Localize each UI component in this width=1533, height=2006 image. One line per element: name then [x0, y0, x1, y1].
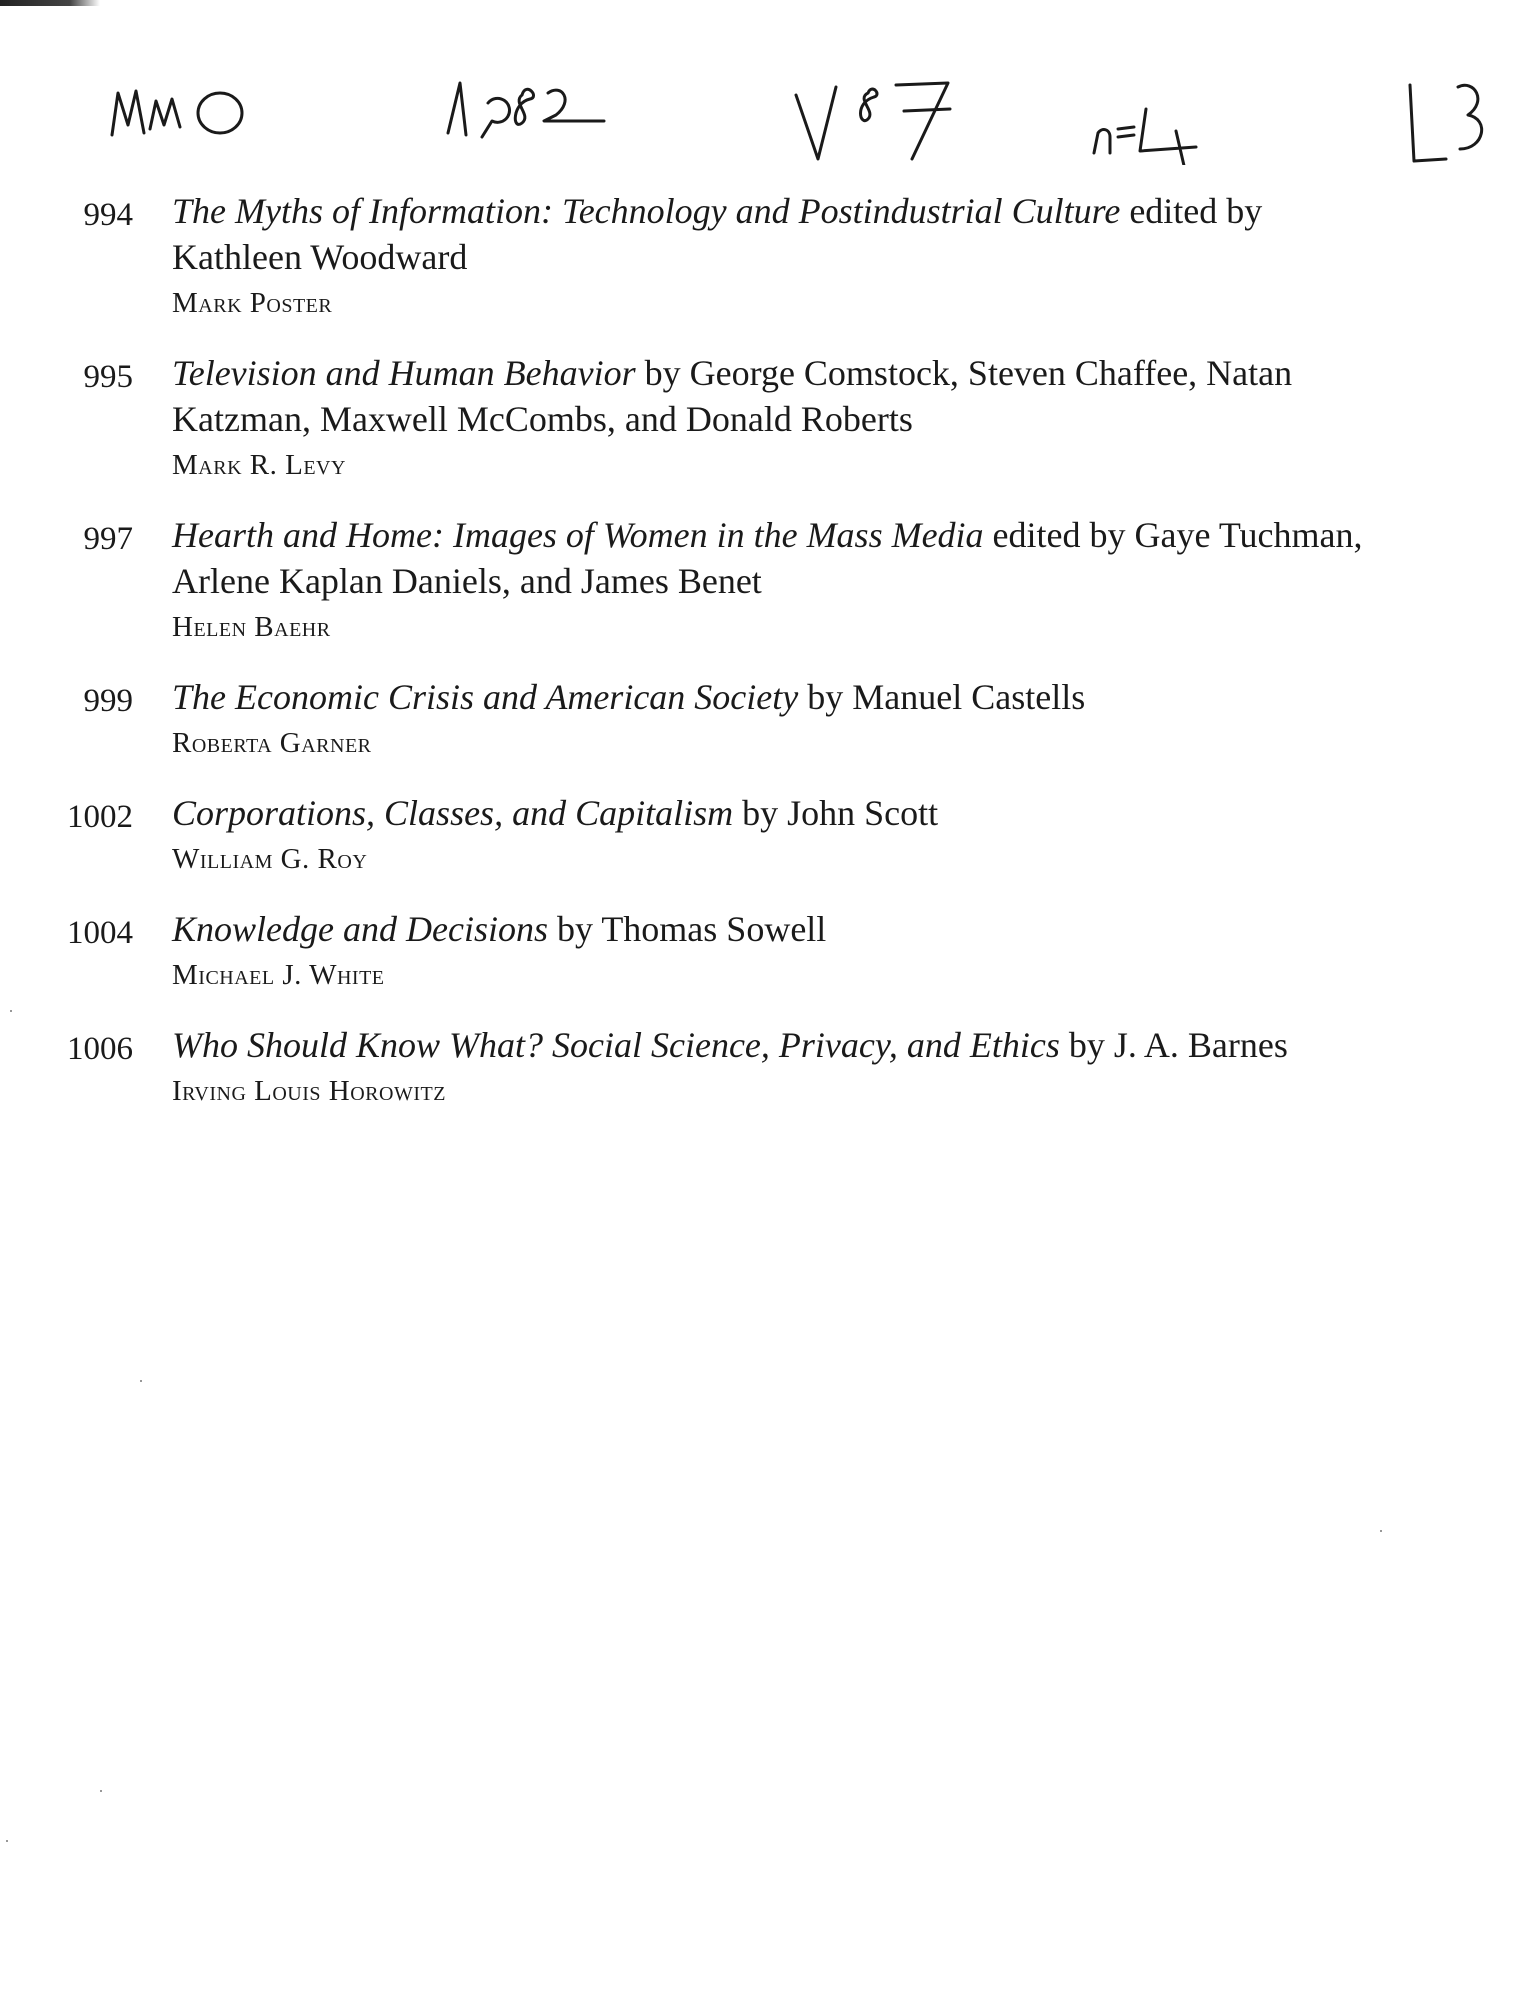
- reviewer-name: Mark Poster: [172, 287, 333, 319]
- book-citation: [172, 188, 1372, 280]
- book-credit: edited by Kathleen Woodward: [172, 191, 1263, 277]
- entry-body: [172, 906, 1372, 997]
- book-citation: [172, 512, 1372, 604]
- book-credit: by J. A. Barnes: [1068, 1025, 1288, 1065]
- scan-speck: [6, 1840, 8, 1842]
- page-number: 1004: [67, 915, 133, 951]
- book-citation: [172, 1022, 1372, 1068]
- review-entry: [0, 1022, 1533, 1113]
- page-number: 997: [83, 521, 133, 557]
- book-title: Television and Human Behavior: [172, 353, 636, 393]
- review-entry: [0, 350, 1533, 487]
- entry-body: [172, 512, 1372, 649]
- handwriting-drawing: [0, 55, 1533, 165]
- book-credit: by George Comstock, Steven Chaffee, Natan Katzman, Maxwell McCombs, and Donald Roberts: [172, 353, 1293, 439]
- book-title: The Myths of Information: Technology and Postindustrial Culture: [172, 191, 1121, 231]
- page-number: 995: [83, 359, 133, 395]
- scan-speck: [1380, 1530, 1382, 1532]
- book-credit: by John Scott: [742, 793, 939, 833]
- book-credit: edited by Gaye Tuchman, Arlene Kaplan Daniels, and James Benet: [172, 515, 1363, 601]
- review-entry: [0, 674, 1533, 765]
- page-number: 994: [83, 197, 133, 233]
- reviewer-name: Helen Baehr: [172, 611, 331, 643]
- entry-body: [172, 350, 1372, 487]
- scan-speck: [10, 1010, 12, 1012]
- entry-body: [172, 1022, 1372, 1113]
- review-entry: [0, 790, 1533, 881]
- book-citation: [172, 790, 1372, 836]
- book-title: Who Should Know What? Social Science, Privacy, and Ethics: [172, 1025, 1060, 1065]
- entry-body: [172, 674, 1372, 765]
- review-entry: [0, 512, 1533, 649]
- review-entry: [0, 188, 1533, 325]
- page-number: 1002: [67, 799, 133, 835]
- reviewer-name: William G. Roy: [172, 843, 368, 875]
- book-title: Knowledge and Decisions: [172, 909, 548, 949]
- book-citation: [172, 906, 1372, 952]
- review-listing: [0, 188, 1533, 1138]
- reviewer-name: Irving Louis Horowitz: [172, 1075, 446, 1107]
- book-title: Hearth and Home: Images of Women in the Mass Media: [172, 515, 984, 555]
- book-credit: by Manuel Castells: [807, 677, 1086, 717]
- book-credit: by Thomas Sowell: [556, 909, 827, 949]
- entry-body: [172, 790, 1372, 881]
- book-title: The Economic Crisis and American Society: [172, 677, 799, 717]
- book-title: Corporations, Classes, and Capitalism: [172, 793, 734, 833]
- reviewer-name: Roberta Garner: [172, 727, 372, 759]
- scan-speck: [100, 1790, 102, 1792]
- scan-speck: [140, 1380, 142, 1382]
- review-entry: [0, 906, 1533, 997]
- reviewer-name: Mark R. Levy: [172, 449, 346, 481]
- scan-edge-mark: [0, 0, 100, 6]
- book-citation: [172, 674, 1372, 720]
- book-citation: [172, 350, 1372, 442]
- handwritten-annotation: [0, 55, 1533, 165]
- entry-body: [172, 188, 1372, 325]
- page-number: 999: [83, 683, 133, 719]
- reviewer-name: Michael J. White: [172, 959, 385, 991]
- page-number: 1006: [67, 1031, 133, 1067]
